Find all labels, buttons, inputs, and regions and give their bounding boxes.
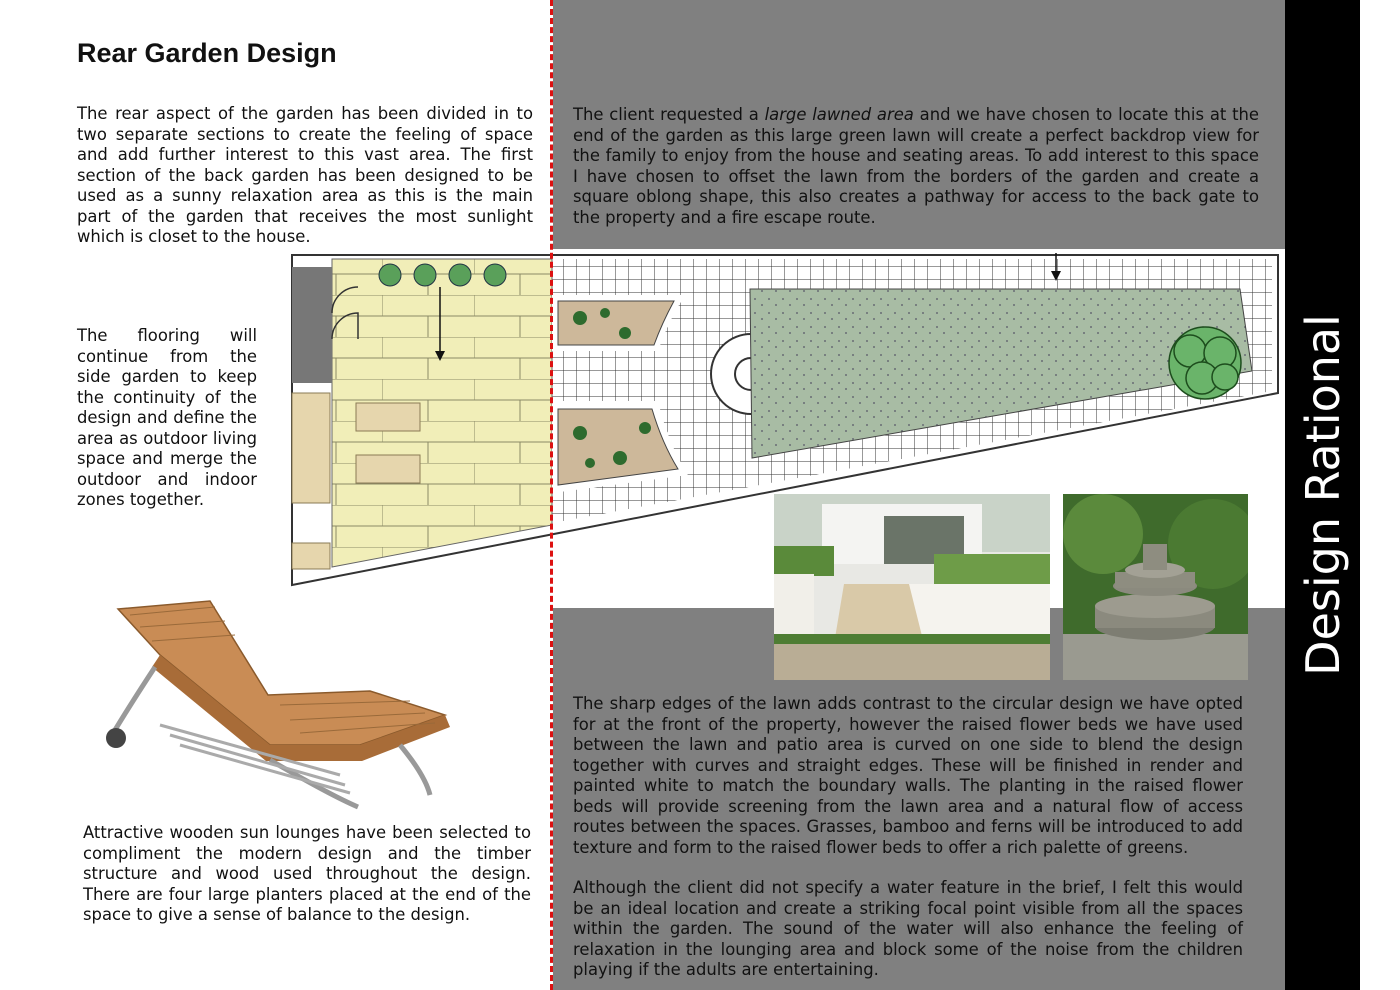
lounger-paragraph: Attractive wooden sun lounges have been selected to compliment the modern design and the timber structure and wood used throughout the design. There are four large planters placed at the end of the space to give a sense of balance to the design. [83, 823, 531, 924]
intro-paragraph: The rear aspect of the garden has been divided in to two separate sections to create the feeling of space and add further interest to this vast area. The first section of the back garden has been designed to be used as a sunny relaxation area as this is the main part of the garden that receives the most sunlight which is closet to the house. [77, 104, 533, 246]
lawn-text-after: and we have chosen to locate this at the end of the garden as this large green lawn will create a perfect backdrop view for the family to enjoy from the house and seating areas. To add interest to this space I have chosen to offset the lawn from the borders of the garden and create a square oblong shape, this also creates a pathway for access to the back gate to the property and a fire escape route. [573, 105, 1259, 227]
edges-paragraph: The sharp edges of the lawn adds contrast to the circular design we have opted for at the front of the property, however the raised flower beds we have used between the lawn and patio area is curved on one side to blend the design together with curves and straight edges. These will be finished in render and painted white to match the boundary walls. The planting in the raised flower beds will provide screening from the lawn area and a natural flow of access routes between the spaces. Grasses, bamboo and ferns will be introduced to add texture and form to the raised flower beds to offer a rich palette of greens. [573, 694, 1243, 857]
photo-stone-fountain [1063, 494, 1248, 680]
page-title: Rear Garden Design [77, 38, 337, 68]
section-divider [550, 0, 553, 990]
side-title [1285, 0, 1360, 990]
lawn-paragraph [573, 105, 1259, 228]
lawn-text-emphasis: large lawned area [764, 105, 914, 124]
photo-white-walls-steps [774, 494, 1050, 680]
side-title-text: Design Rational [1295, 314, 1350, 676]
lawn-text-before: The client requested a [573, 105, 765, 124]
water-feature-paragraph: Although the client did not specify a water feature in the brief, I felt this would be an ideal location and create a striking focal point visible from all the spaces within the garden. The sound of the water will also enhance the feeling of relaxation in the lounging area and block some of the noise from the children playing if the adults are entertaining. [573, 878, 1243, 979]
wooden-sun-lounger [100, 595, 460, 815]
flooring-paragraph: The flooring will continue from the side garden to keep the continuity of the design and define the area as outdoor living space and merge the outdoor and indoor zones together. [77, 326, 257, 509]
